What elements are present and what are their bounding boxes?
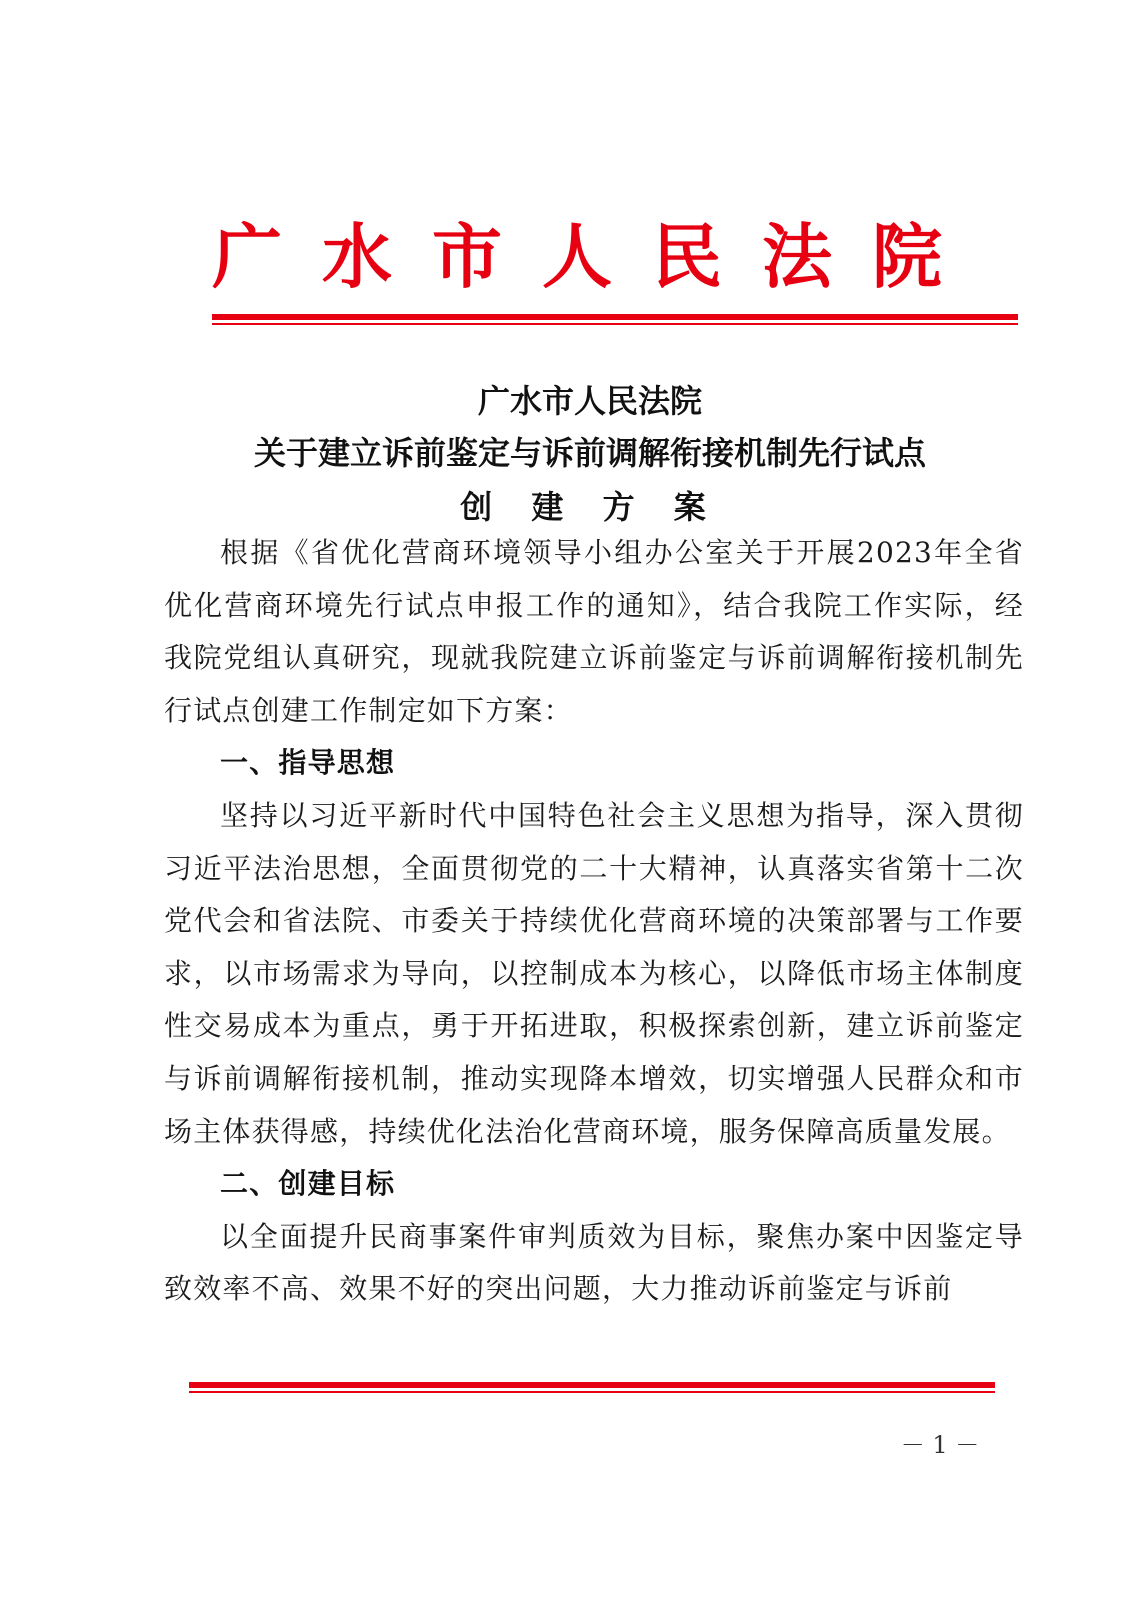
document-body (164, 527, 1024, 1316)
masthead-divider-thick (212, 314, 1018, 320)
document-title-subject: 关于建立诉前鉴定与诉前调解衔接机制先行试点 (253, 434, 926, 472)
document-title-issuer: 广水市人民法院 (477, 382, 702, 420)
court-masthead: 广水市人民法院 (212, 216, 982, 298)
section-paragraph-guiding-ideology: 坚持以习近平新时代中国特色社会主义思想为指导，深入贯彻习近平法治思想，全面贯彻党的二十大精神，认真落实省第十二次党代会和省法院、市委关于持续优化营商环境的决策部署与工作要求，以市场需求为导向，以控制成本为核心，以降低市场主体制度性交易成本为重点，勇于开拓进取，积极探索创新，建立诉前鉴定与诉前调解衔接机制，推动实现降本增效，切实增强人民群众和市场主体获得感，持续优化法治化营商环境，服务保障高质量发展。 (164, 798, 1024, 1148)
section-heading-guiding-ideology: 一、指导思想 (220, 746, 396, 780)
section-paragraph-creation-goals: 以全面提升民商事案件审判质效为目标，聚焦办案中因鉴定导致效率不高、效果不好的突出问题，大力推动诉前鉴定与诉前 (164, 1219, 1024, 1306)
masthead-divider-thin (212, 323, 1018, 325)
document-title-type: 创 建 方 案 (460, 488, 720, 526)
intro-paragraph: 根据《省优化营商环境领导小组办公室关于开展2023年全省优化营商环境先行试点申报工作的通知》，结合我院工作实际，经我院党组认真研究，现就我院建立诉前鉴定与诉前调解衔接机制先行试点创建工作制定如下方案： (164, 536, 1024, 727)
page-number: － 1 － (900, 1431, 980, 1459)
footer-divider-thick (189, 1382, 995, 1388)
section-heading-creation-goals: 二、创建目标 (220, 1167, 396, 1201)
footer-divider-thin (189, 1391, 995, 1393)
